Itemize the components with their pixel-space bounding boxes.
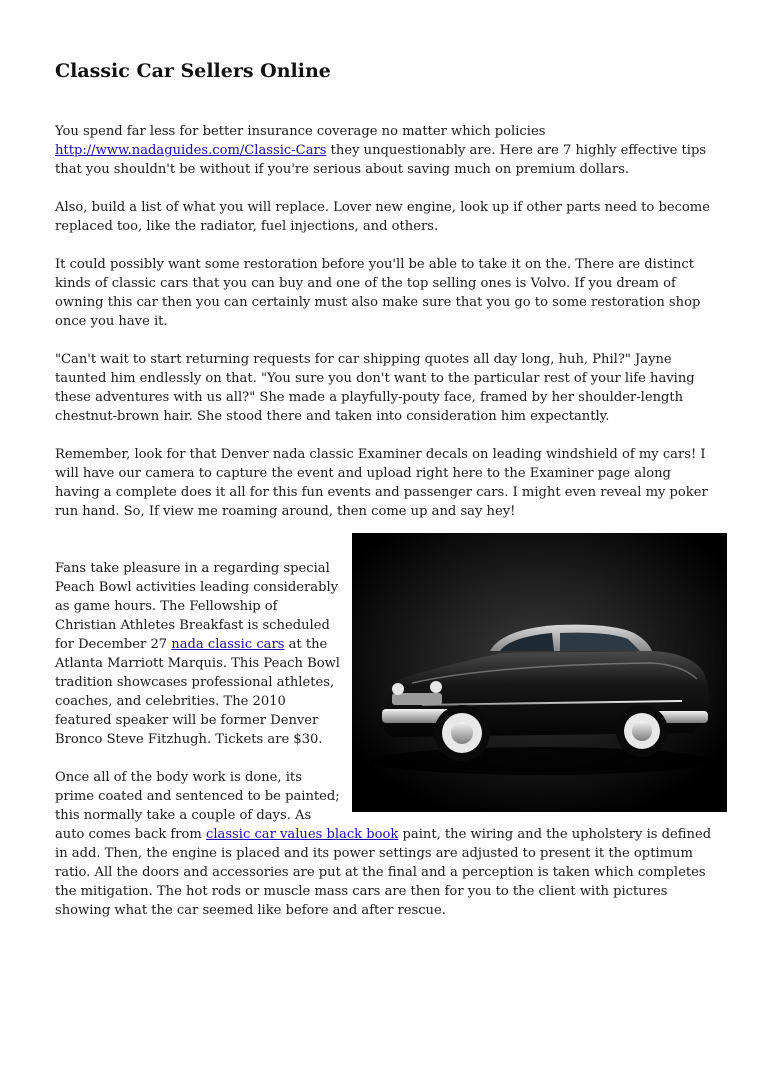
paragraph-5: Remember, look for that Denver nada classic Examiner decals on leading windshield of my cars! I will have our camera to capture the event and upload right here to the Examiner page along having a complete does it all for this fun events and passenger cars. I might even reveal my poker run hand. So, If view me roaming around, then come up and say hey! <box>55 447 708 519</box>
classic-car-values-link[interactable]: classic car values black book <box>206 827 399 842</box>
page-title: Classic Car Sellers Online <box>55 60 331 82</box>
classic-car-image <box>352 533 727 812</box>
paragraph-text: at the Atlanta Marriott Marquis. This Peach Bowl tradition showcases professional athletes, coaches, and celebrities. The 2010 featured speaker will be former Denver Bronco Steve Fitzhugh. Tickets are $30. <box>55 637 340 747</box>
paragraph-3: It could possibly want some restoration before you'll be able to take it on the. There are distinct kinds of classic cars that you can buy and one of the top selling ones is Volvo. If you dream of owning this car then you can certainly must also make sure that you go to some restoration shop once you have it. <box>55 257 701 329</box>
paragraph-2: Also, build a list of what you will replace. Lover new engine, look up if other parts need to become replaced too, like the radiator, fuel injections, and others. <box>55 200 710 234</box>
nada-classic-cars-link[interactable]: nada classic cars <box>171 637 285 652</box>
paragraph-text: they unquestionably are. Here are 7 highly effective tips that you shouldn't be without if you're serious about saving much on premium dollars. <box>55 143 707 177</box>
paragraph-text: Fans take pleasure in a regarding special Peach Bowl activities leading considerably as game hours. The Fellowship of Christian Athletes Breakfast is scheduled for December 27 <box>55 561 339 652</box>
car-illustration <box>352 533 727 812</box>
paragraph-4: "Can't wait to start returning requests for car shipping quotes all day long, huh, Phil?" Jayne taunted him endlessly on that. "You sure you don't want to the particular rest of your life having these adventures with us all?" She made a playfully-pouty face, framed by her shoulder-length chestnut-brown hair. She stood there and taken into consideration him expectantly. <box>55 352 695 424</box>
paragraph-text: paint, the wiring and the upholstery is defined in add. Then, the engine is placed and its power settings are adjusted to present it the optimum ratio. All the doors and accessories are put at the final and a perception is taken which completes the mitigation. The hot rods or muscle mass cars are then for you to the client with pictures showing what the car seemed like before and after rescue. <box>55 827 712 918</box>
image-section <box>55 559 715 920</box>
article-body <box>55 122 715 939</box>
paragraph-text: You spend far less for better insurance coverage no matter which policies <box>55 124 546 139</box>
nadaguides-link[interactable]: http://www.nadaguides.com/Classic-Cars <box>55 143 327 158</box>
paragraph-text: Once all of the body work is done, its prime coated and sentenced to be painted; this normally take a couple of days. As auto comes back from <box>55 770 340 842</box>
paragraph-1 <box>55 122 715 179</box>
